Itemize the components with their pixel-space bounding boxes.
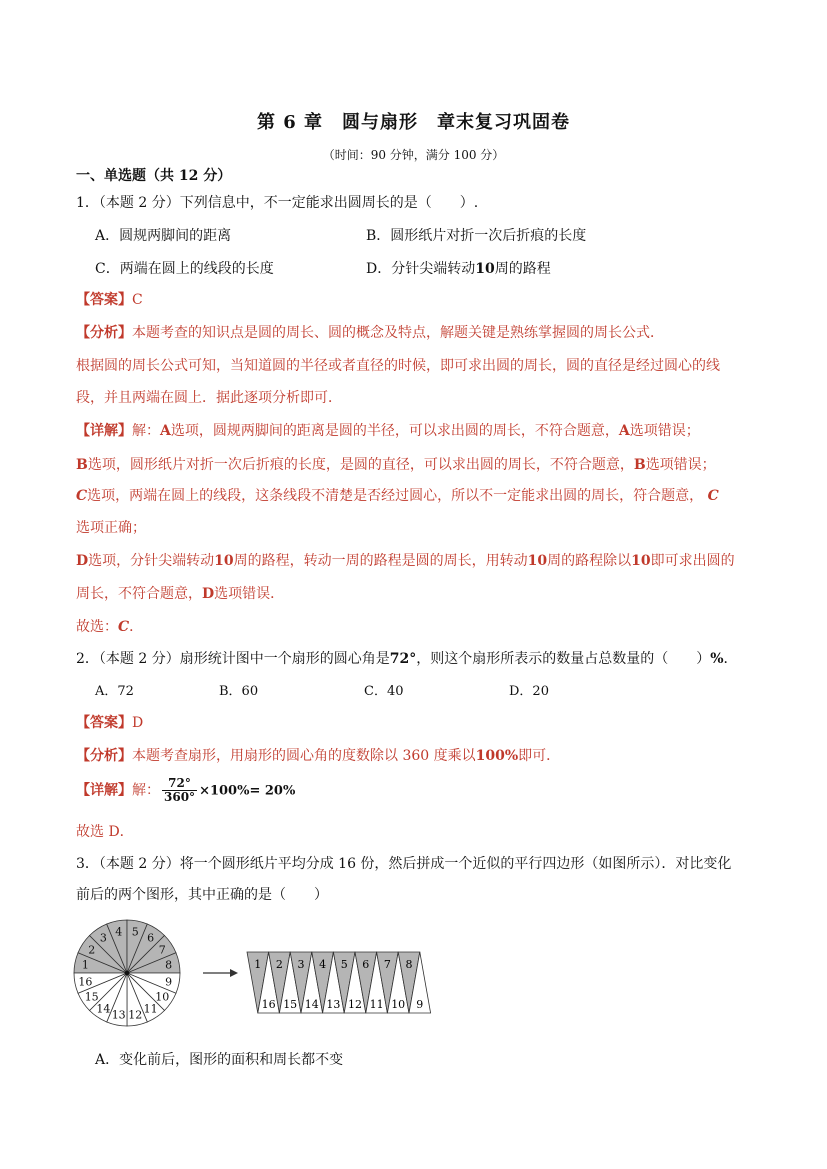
parallelogram-bottom-label: 11 — [369, 998, 384, 1011]
parallelogram-bottom-label: 15 — [283, 998, 298, 1011]
q2-conclusion: 故选 D． — [76, 824, 134, 840]
q3-figure — [70, 915, 440, 1035]
parallelogram-bottom-label: 12 — [348, 998, 362, 1011]
q2-option-d: D．20 — [509, 684, 549, 699]
parallelogram-bottom-label: 16 — [261, 998, 276, 1011]
circle-sector-label: 1 — [81, 958, 89, 972]
q1-answer: 【答案】C — [76, 292, 143, 308]
q1-detail-line3b: 选项正确； — [76, 520, 146, 536]
parallelogram-bottom-label: 13 — [326, 998, 341, 1011]
q3-stem: 3．（本题 2 分）将一个圆形纸片平均分成 16 份，然后拼成一个近似的平行四边形（如图所示）．对比变化 — [76, 856, 732, 872]
q2-stem: 2．（本题 2 分）扇形统计图中一个扇形的圆心角是72°，则这个扇形所表示的数量占总数量的（ ）%． — [76, 651, 738, 667]
circle-sector-label: 15 — [84, 990, 99, 1004]
parallelogram-top-label: 1 — [254, 958, 262, 971]
circle-sector-label: 14 — [96, 1002, 111, 1016]
q3-stem-line2: 前后的两个图形，其中正确的是（ ） — [76, 887, 328, 903]
arrow-icon — [203, 969, 238, 977]
q1-detail-line4: D选项，分针尖端转动10周的路程，转动一周的路程是圆的周长，用转动10周的路程除以10即可求出圆的 — [76, 553, 735, 569]
circle-sector-label: 16 — [78, 975, 93, 989]
parallelogram-bottom-label: 10 — [391, 998, 406, 1011]
q1-detail-line3: C选项，两端在圆上的线段，这条线段不清楚是否经过圆心，所以不一定能求出圆的周长，符合题意， C — [76, 488, 719, 504]
q2-answer: 【答案】D — [76, 715, 144, 731]
circle-sector-label: 4 — [115, 925, 123, 939]
q1-option-d: D．分针尖端转动10周的路程 — [366, 261, 551, 277]
circle-sector-label: 10 — [155, 990, 170, 1004]
circle-sector-label: 8 — [165, 958, 173, 972]
circle-sector-label: 12 — [128, 1008, 143, 1022]
circle-sector-label: 3 — [99, 931, 107, 945]
parallelogram-top-label: 2 — [275, 958, 283, 971]
q3-option-a: A．变化前后，图形的面积和周长都不变 — [95, 1052, 344, 1068]
q2-option-c: C．40 — [364, 684, 404, 699]
circle-sector-label: 13 — [111, 1008, 126, 1022]
q2-detail: 【详解】解： $\frac{72^\circ}{360^\circ}$ ×100%= 20% — [76, 776, 296, 805]
parallelogram-top-label: 4 — [319, 958, 327, 971]
parallelogram-top-label: 8 — [405, 958, 413, 971]
q2-option-a: A．72 — [95, 684, 134, 699]
q2-option-b: B．60 — [219, 684, 259, 699]
q1-detail-line5: 周长，不符合题意，D选项错误． — [76, 586, 285, 602]
q2-fraction: $\frac{72^\circ}{360^\circ}$ — [164, 776, 196, 805]
circle-sector-label: 7 — [158, 943, 166, 957]
q1-option-a: A．圆规两脚间的距离 — [95, 228, 232, 244]
page-subtitle: （时间：90 分钟，满分 100 分） — [322, 148, 505, 162]
q1-stem: 1．（本题 2 分）下列信息中，不一定能求出圆周长的是（ ）. — [76, 195, 479, 211]
parallelogram-top-label: 5 — [340, 958, 348, 971]
parallelogram-figure — [247, 952, 431, 1013]
q1-analysis-line3: 段，并且两端在圆上．据此逐项分析即可． — [76, 390, 342, 406]
circle-center-dot — [125, 971, 129, 975]
parallelogram-bottom-label: 9 — [416, 998, 424, 1011]
section-title: 一、单选题（共 12 分） — [76, 168, 232, 184]
sector-circle — [74, 920, 180, 1026]
q1-analysis-line2: 根据圆的周长公式可知，当知道圆的半径或者直径的时候，即可求出圆的周长，圆的直径是经过圆心的线 — [76, 358, 720, 374]
parallelogram-top-label: 3 — [297, 958, 305, 971]
q1-option-c: C．两端在圆上的线段的长度 — [95, 261, 274, 277]
circle-sector-label: 9 — [165, 975, 173, 989]
circle-sector-label: 6 — [147, 931, 155, 945]
parallelogram-top-label: 7 — [383, 958, 391, 971]
circle-sector-label: 11 — [143, 1002, 158, 1016]
circle-sector-label: 2 — [88, 943, 96, 957]
q1-option-b: B．圆形纸片对折一次后折痕的长度 — [366, 228, 587, 244]
q1-analysis: 【分析】本题考查的知识点是圆的周长、圆的概念及特点，解题关键是熟练掌握圆的周长公式． — [76, 325, 664, 341]
q1-detail-line2: B选项，圆形纸片对折一次后折痕的长度，是圆的直径，可以求出圆的周长，不符合题意，B选项错误； — [76, 457, 716, 473]
page-title: 第 6 章 圆与扇形 章末复习巩固卷 — [256, 112, 571, 133]
parallelogram-top-label: 6 — [362, 958, 370, 971]
circle-sector-label: 5 — [131, 925, 139, 939]
q1-detail-line1: 【详解】解：A选项，圆规两脚间的距离是圆的半径，可以求出圆的周长，不符合题意，A选项错误； — [76, 423, 700, 439]
parallelogram-bottom-label: 14 — [304, 998, 319, 1011]
q2-analysis: 【分析】本题考查扇形，用扇形的圆心角的度数除以 360 度乘以100%即可． — [76, 748, 561, 764]
q1-conclusion: 故选：C． — [76, 619, 144, 635]
